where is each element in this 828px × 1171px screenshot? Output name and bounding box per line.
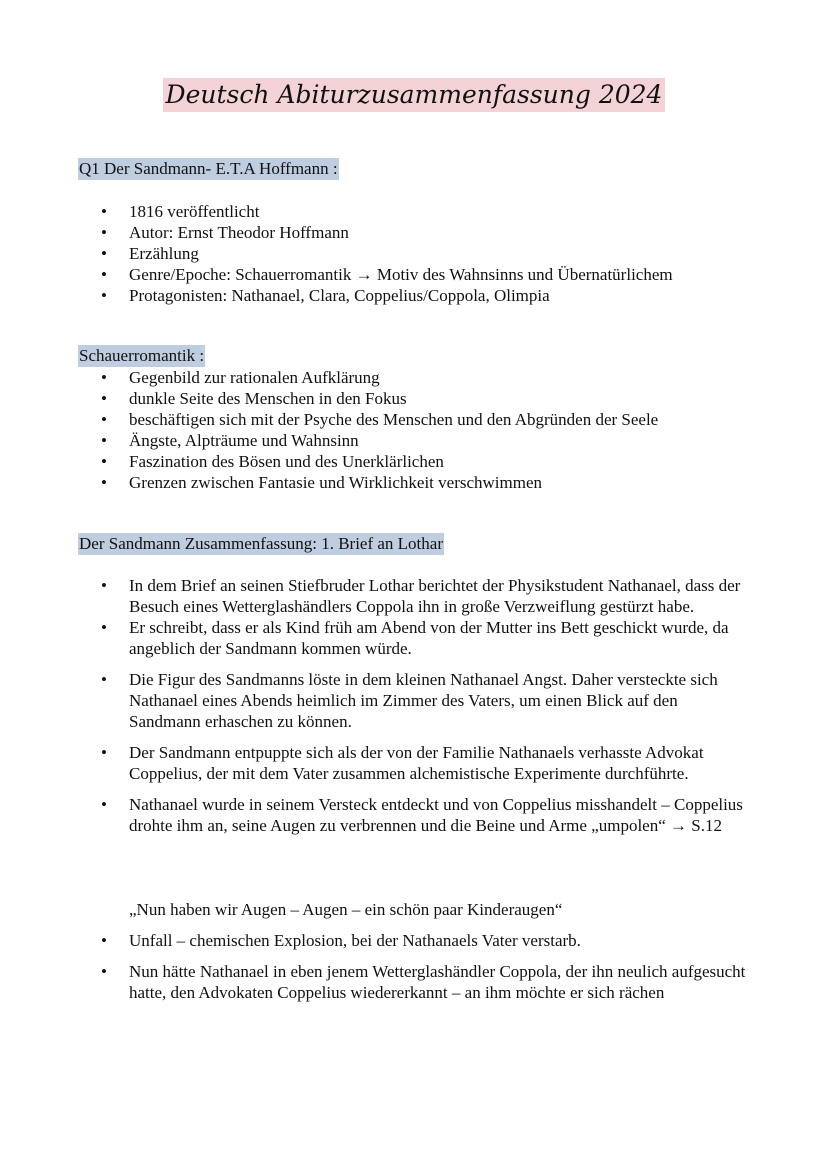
list-item: • Nun hätte Nathanael in eben jenem Wetterglashändler Coppola, der ihn neulich aufgesucht hatte, den Advokaten Coppelius wiedererkannt – an ihm möchte er sich rächen [0, 961, 749, 1003]
list-item: • Protagonisten: Nathanael, Clara, Coppelius/Coppola, Olimpia [0, 285, 749, 306]
quote-text: „Nun haben wir Augen – Augen – ein schön paar Kinderaugen“ [129, 900, 563, 919]
bullet-list-facts [0, 201, 749, 306]
list-item: • Genre/Epoche: Schauerromantik → Motiv des Wahnsinns und Übernatürlichem [0, 264, 749, 285]
list-item: • Die Figur des Sandmanns löste in dem kleinen Nathanael Angst. Daher versteckte sich Nathanael eines Abends heimlich im Zimmer des Vaters, um einen Blick auf den Sandmann erhaschen zu können. [0, 669, 749, 732]
list-item: • Autor: Ernst Theodor Hoffmann [0, 222, 749, 243]
section-heading-schauerromantik: Schauerromantik : [79, 346, 205, 365]
list-item: • Unfall – chemischen Explosion, bei der Nathanaels Vater verstarb. [0, 930, 749, 951]
bullet-list-schauerromantik [0, 367, 749, 493]
list-item: • Ängste, Alpträume und Wahnsinn [0, 430, 749, 451]
list-item: • Nathanael wurde in seinem Versteck entdeckt und von Coppelius misshandelt – Coppelius drohte ihm an, seine Augen zu verbrennen und die Beine und Arme „umpolen“ → S.12 [0, 794, 749, 836]
bullet-list-summary-continued [0, 930, 749, 1013]
list-item: • Der Sandmann entpuppte sich als der von der Familie Nathanaels verhasste Advokat Coppelius, der mit dem Vater zusammen alchemistische Experimente durchführte. [0, 742, 749, 784]
list-item: • Grenzen zwischen Fantasie und Wirklichkeit verschwimmen [0, 472, 749, 493]
list-item: • 1816 veröffentlicht [0, 201, 749, 222]
section-heading-summary: Der Sandmann Zusammenfassung: 1. Brief an Lothar [79, 534, 443, 553]
list-item: • dunkle Seite des Menschen in den Fokus [0, 388, 749, 409]
list-item: • Gegenbild zur rationalen Aufklärung [0, 367, 749, 388]
bullet-list-summary [0, 575, 749, 846]
list-item: • Er schreibt, dass er als Kind früh am Abend von der Mutter ins Bett geschickt wurde, da angeblich der Sandmann kommen würde. [0, 617, 749, 659]
list-item: • beschäftigen sich mit der Psyche des Menschen und den Abgründen der Seele [0, 409, 749, 430]
list-item: • In dem Brief an seinen Stiefbruder Lothar berichtet der Physikstudent Nathanael, dass der Besuch eines Wetterglashändlers Coppola ihn in große Verzweiflung gestürzt habe. [0, 575, 749, 617]
list-item: • Faszination des Bösen und des Unerklärlichen [0, 451, 749, 472]
document-title: Deutsch Abiturzusammenfassung 2024 [163, 78, 666, 112]
document-title-wrap [0, 78, 828, 112]
section-heading-sandmann: Q1 Der Sandmann- E.T.A Hoffmann : [79, 159, 338, 178]
list-item: • Erzählung [0, 243, 749, 264]
